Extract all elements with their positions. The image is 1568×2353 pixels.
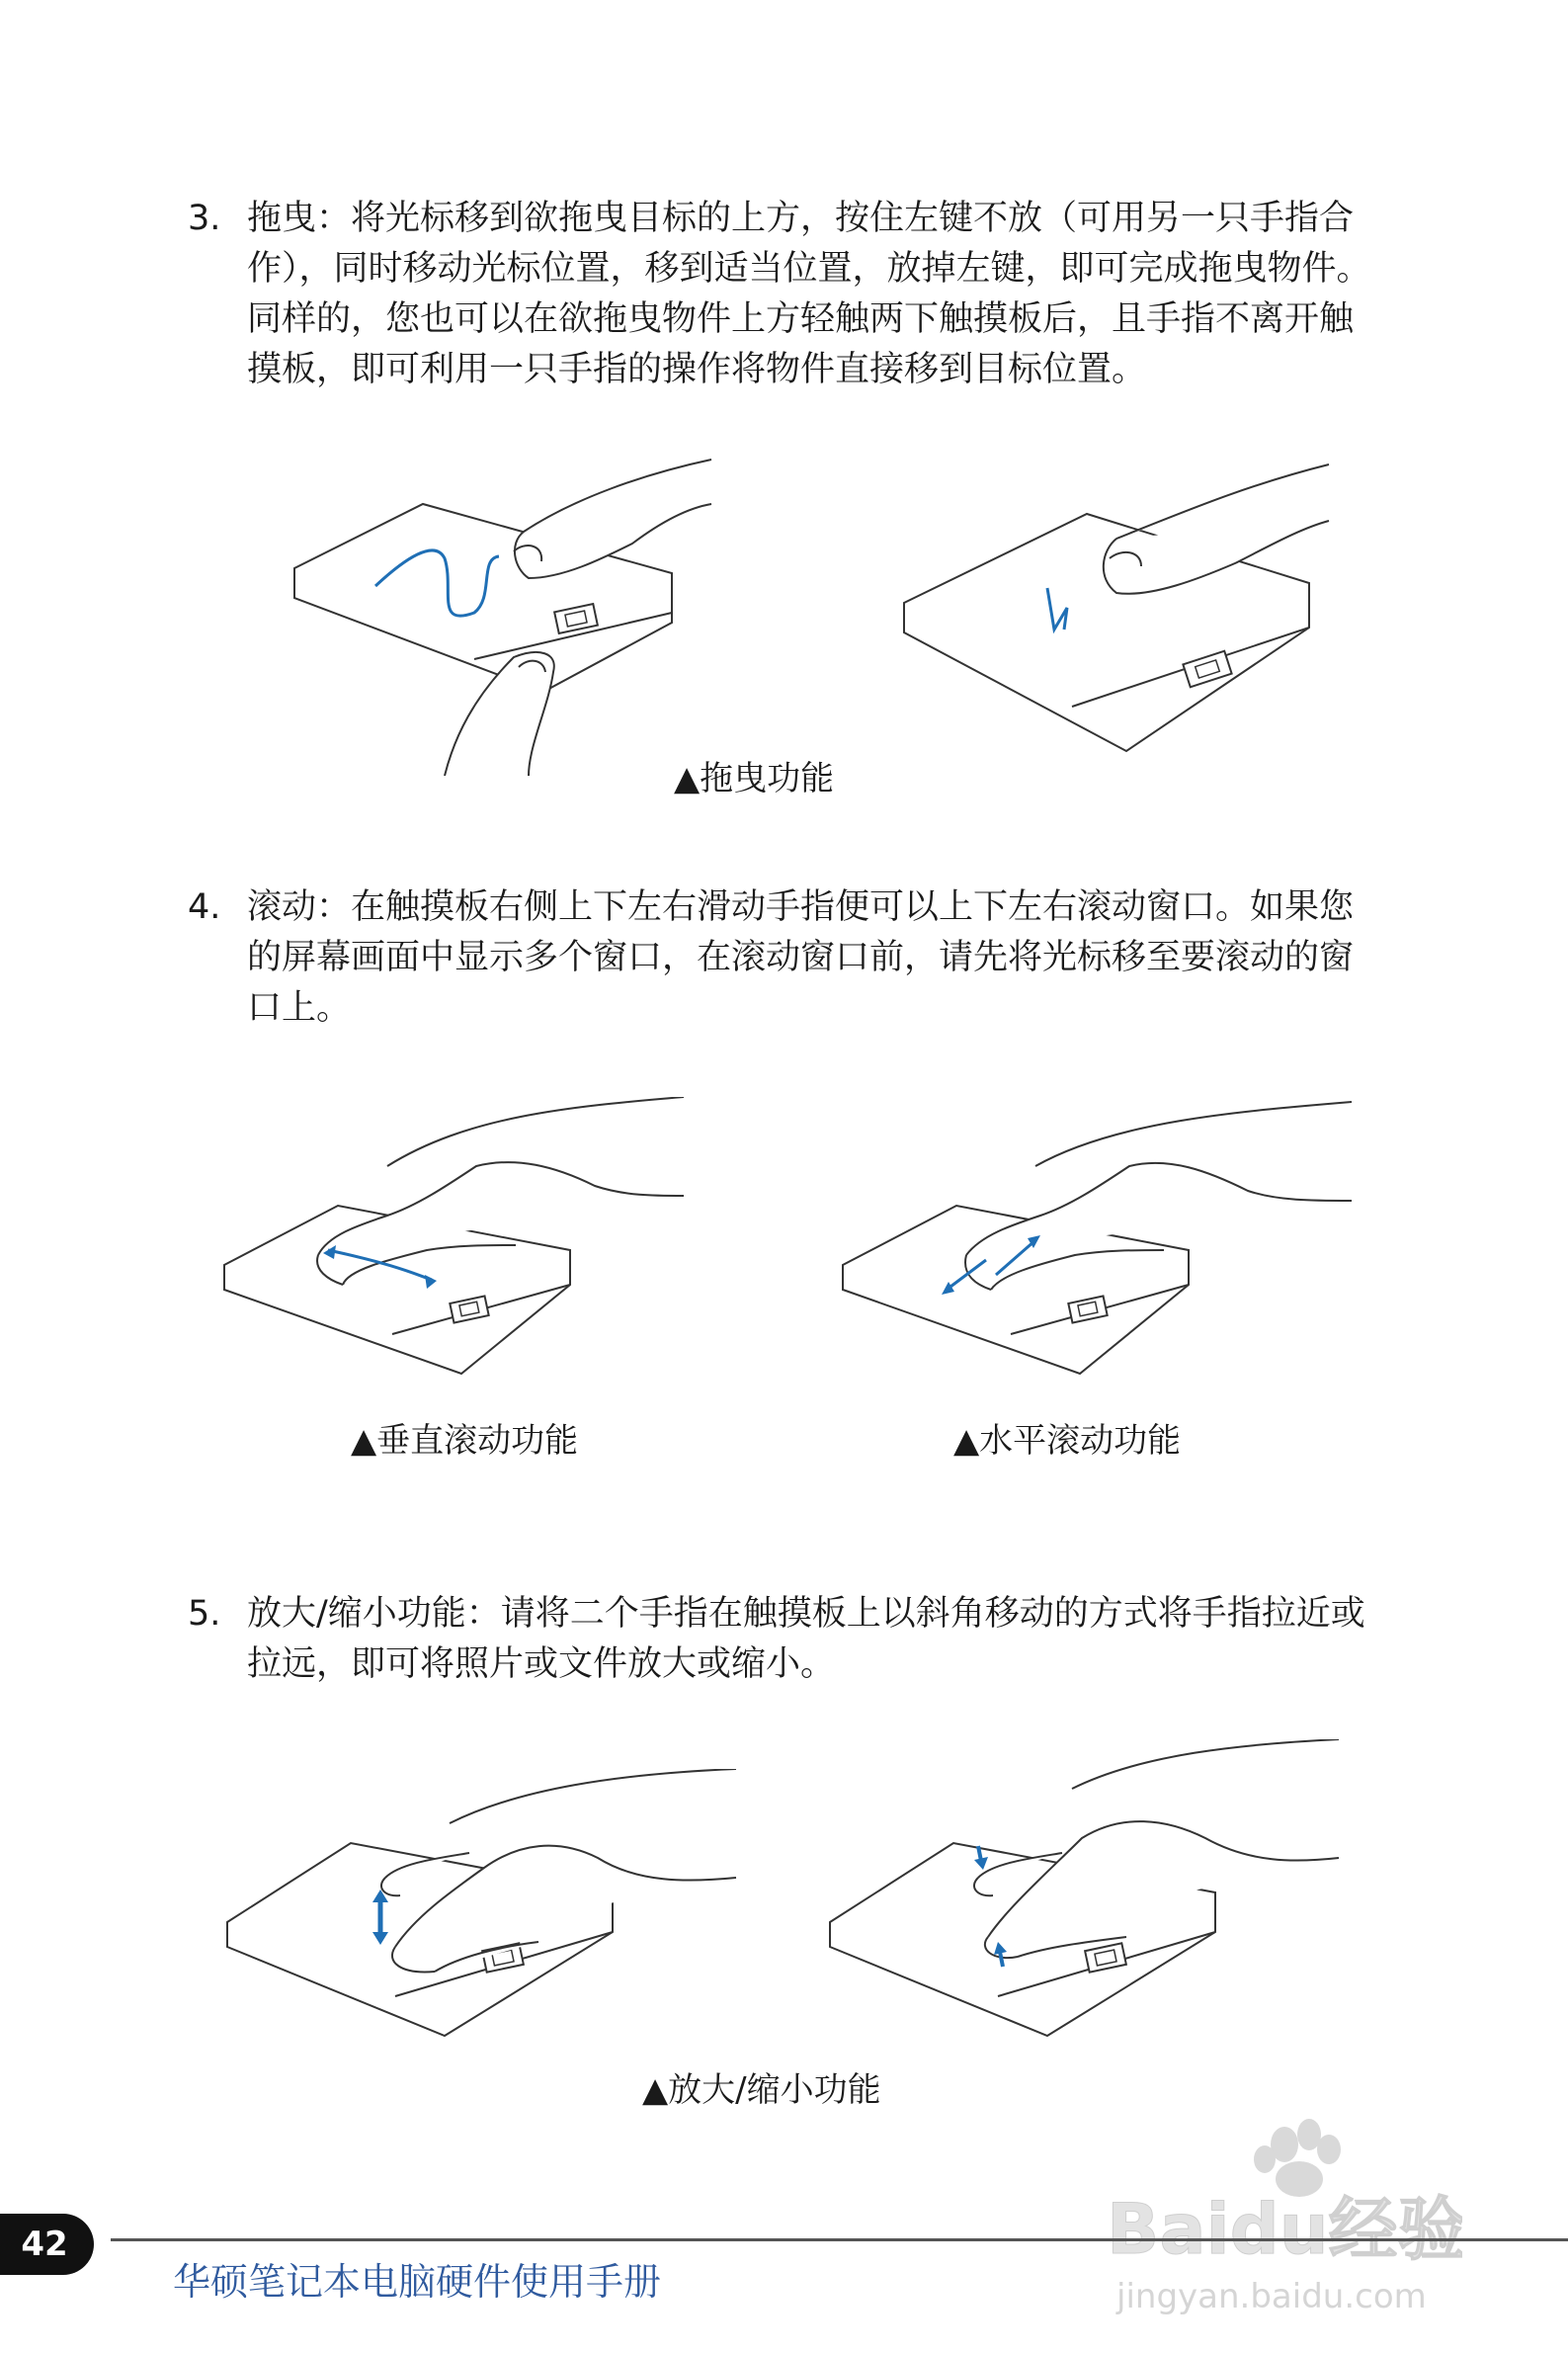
page-number-badge: 42	[0, 2214, 94, 2275]
caption-horizontal-scroll: ▲水平滚动功能	[953, 1421, 1182, 1461]
caption-drag: ▲拖曳功能	[674, 759, 835, 798]
baidu-watermark	[1107, 2105, 1462, 2332]
drag-illustration-left	[277, 450, 721, 776]
watermark-brand: Baidu经验	[1107, 2189, 1462, 2270]
zoom-illustration-right	[825, 1739, 1349, 2065]
item-text: 滚动：在触摸板右侧上下左右滑动手指便可以上下左右滚动窗口。如果您的屏幕画面中显示多个窗口，在滚动窗口前，请先将光标移至要滚动的窗口上。	[247, 887, 1355, 1028]
footer-divider	[111, 2238, 1568, 2241]
manual-title: 华硕笔记本电脑硬件使用手册	[173, 2260, 662, 2304]
item-5-zoom	[188, 1589, 1373, 1690]
item-number: 5.	[188, 1594, 221, 1634]
caption-vertical-scroll: ▲垂直滚动功能	[351, 1421, 579, 1461]
item-text: 放大/缩小功能：请将二个手指在触摸板上以斜角移动的方式将手指拉近或拉远，即可将照片或文件放大或缩小。	[247, 1594, 1365, 1684]
horizontal-scroll-illustration	[838, 1097, 1362, 1384]
item-3-drag	[188, 194, 1373, 395]
item-text: 拖曳：将光标移到欲拖曳目标的上方，按住左键不放（可用另一只手指合作），同时移动光标位置，移到适当位置，放掉左键，即可完成拖曳物件。同样的，您也可以在欲拖曳物件上方轻触两下触摸板后，且手指不离开触摸板，即可利用一只手指的操作将物件直接移到目标位置。	[247, 199, 1371, 389]
drag-illustration-right	[894, 460, 1349, 766]
item-number: 3.	[188, 199, 221, 238]
watermark-url: jingyan.baidu.com	[1116, 2277, 1427, 2316]
zoom-illustration-left	[222, 1769, 746, 2065]
item-number: 4.	[188, 887, 221, 927]
item-4-scroll	[188, 882, 1373, 1034]
caption-zoom: ▲放大/缩小功能	[642, 2070, 881, 2110]
vertical-scroll-illustration	[219, 1097, 694, 1384]
